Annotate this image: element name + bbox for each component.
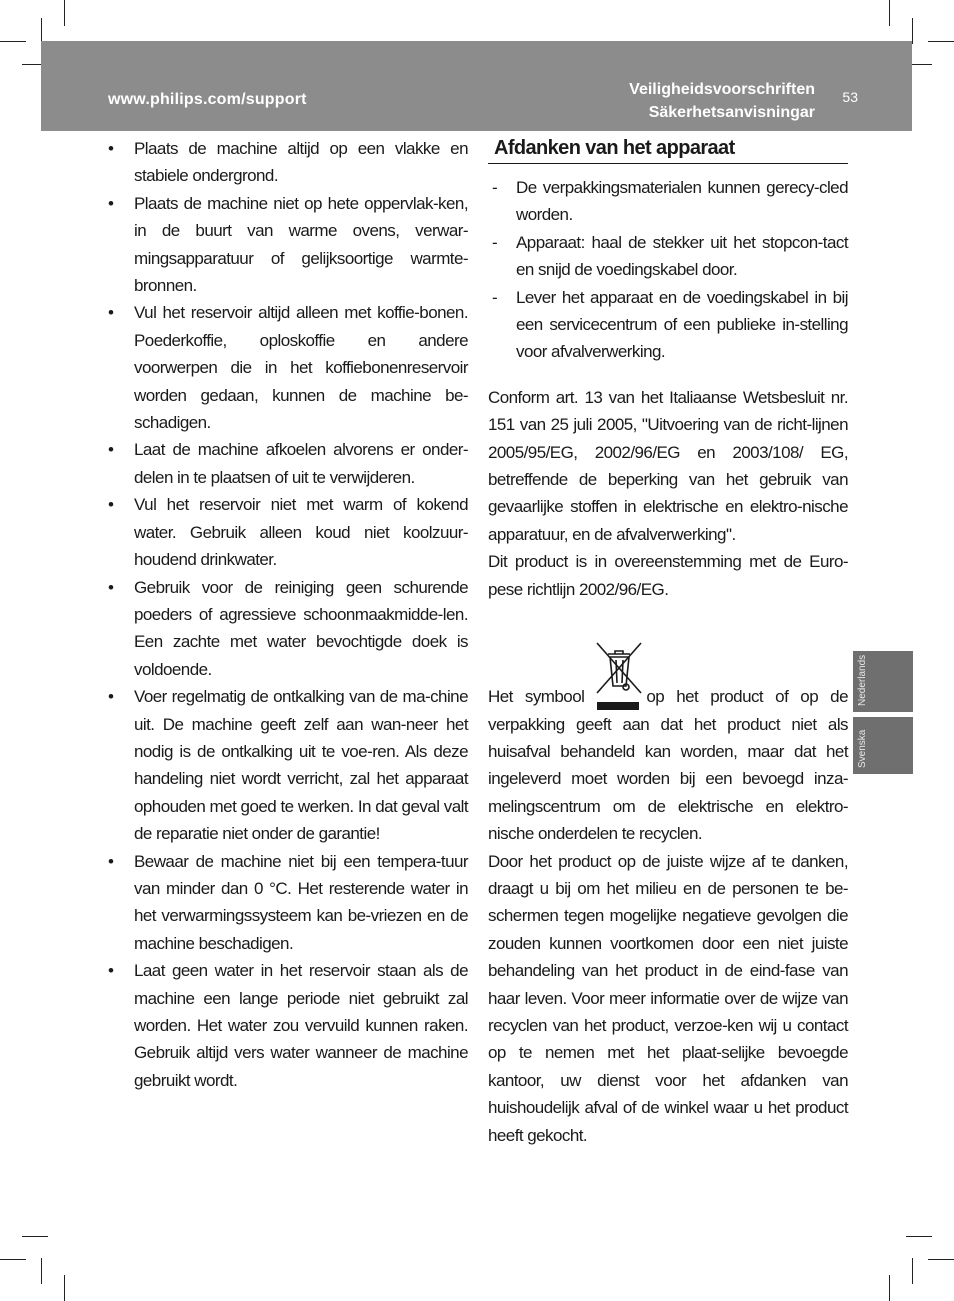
support-url[interactable]: www.philips.com/support: [108, 91, 307, 108]
symbol-text-before: Het symbool: [488, 687, 585, 707]
directive-paragraph: Dit product is in overeenstemming met de Euro-pese richtlijn 2002/96/EG.: [488, 552, 848, 599]
crop-mark: [22, 1236, 48, 1237]
crop-mark: [912, 18, 913, 44]
crop-mark: [41, 1258, 42, 1284]
list-item: • Laat de machine afkoelen alvorens er onder-delen in te plaatsen of uit te verwijderen.: [108, 436, 468, 491]
crop-mark: [64, 0, 65, 26]
safety-list: [108, 135, 468, 1094]
symbol-paragraph: [488, 683, 848, 847]
tab-svenska[interactable]: [853, 717, 913, 774]
crop-mark: [912, 1258, 913, 1284]
crop-mark: [64, 1275, 65, 1301]
final-paragraph: Door het product op de juiste wijze af te danken, draagt u bij om het milieu en de personen te be-schermen tegen mogelijke negatieve gevolgen die zouden kunnen voortkomen door een niet juiste behandeling van het product in de eind-fase van haar leven. Voor meer informatie over de wijze van recyclen van het product, verzoe-ken wij u contact op te nemen met het plaat-selijke bevoegde kantoor, uw dienst voor het afdanken van huishoudelijk afval of de winkel waar u het product heeft gekocht.: [488, 851, 848, 1145]
conform-paragraph: Conform art. 13 van het Italiaanse Wetsbesluit nr. 151 van 25 juli 2005, "Uitvoering van de richt-lijnen 2005/95/EG, 2002/96/EG en 2003/108/ EG, betreffende de beperking van het gebruik van gevaarlijke stoffen in elektrische en elektro-nische apparatuur, en de afvalverwerking".: [488, 387, 848, 544]
symbol-text-after: op het product of op de verpakking geeft aan dat het product niet als huisafval behandeld kan worden, maar dat het ingeleverd moet worden bij een bevoegd inza-melingscentrum om de elektrische en elektro-nische onderdelen te recyclen.: [488, 687, 848, 844]
list-item: • Gebruik voor de reiniging geen schurende poeders of agressieve schoonmaakmidde-len. Een zachte met water bevochtigde doek is voldoende.: [108, 574, 468, 684]
list-item: • Plaats de machine niet op hete oppervlak-ken, in de buurt van warme ovens, verwar-mingsapparatuur of gelijksoortige warmte-bronnen.: [108, 190, 468, 300]
crop-mark: [889, 0, 890, 26]
disposal-column: [488, 135, 848, 1149]
title-swedish: Säkerhetsanvisningar: [648, 104, 815, 121]
list-item: - De verpakkingsmaterialen kunnen gerecy-cled worden.: [488, 174, 848, 229]
section-titles: [629, 78, 815, 124]
tab-nederlands[interactable]: [853, 651, 913, 712]
tab-nederlands-label: Nederlands: [857, 654, 868, 706]
crop-mark: [0, 1259, 26, 1260]
page-header: [41, 41, 912, 131]
list-item: • Bewaar de machine niet bij een tempera-tuur van minder dan 0 °C. Het resterende water in het verwarmingssysteem kan be-vriezen en de machine beschadigen.: [108, 848, 468, 958]
list-item: - Lever het apparaat en de voedingskabel in bij een servicecentrum of een publieke in-stelling voor afvalverwerking.: [488, 284, 848, 366]
crop-mark: [928, 1259, 954, 1260]
crop-mark: [928, 41, 954, 42]
list-item: • Vul het reservoir niet met warm of kokend water. Gebruik alleen koud niet koolzuur-houdend drinkwater.: [108, 491, 468, 573]
list-item: • Voer regelmatig de ontkalking van de ma-chine uit. De machine geeft zelf aan wan-neer het nodig is de ontkalking uit te voe-ren. Als deze handeling niet wordt verricht, zal het apparaat ophouden met goed te werken. In dat geval valt de reparatie niet onder de garantie!: [108, 683, 468, 847]
tab-svenska-label: Svenska: [857, 729, 868, 768]
weee-underline-bar: [597, 702, 639, 710]
section-heading: Afdanken van het apparaat: [488, 135, 848, 164]
safety-instructions-column: [108, 135, 468, 1094]
crop-mark: [0, 41, 26, 42]
crossed-out-wheelie-bin-icon: [595, 640, 643, 696]
crop-mark: [906, 1236, 932, 1237]
list-item: • Plaats de machine altijd op een vlakke en stabiele ondergrond.: [108, 135, 468, 190]
crop-mark: [889, 1275, 890, 1301]
title-dutch: Veiligheidsvoorschriften: [629, 81, 815, 98]
disposal-list: [488, 174, 848, 366]
list-item: • Laat geen water in het reservoir staan als de machine een lange periode niet gebruikt zal worden. Het water zou vervuild kunnen raken. Gebruik altijd vers water wanneer de machine gebruikt wordt.: [108, 957, 468, 1094]
list-item: - Apparaat: haal de stekker uit het stopcon-tact en snijd de voedingskabel door.: [488, 229, 848, 284]
page-number: 53: [842, 89, 858, 105]
list-item: • Vul het reservoir altijd alleen met koffie-bonen. Poederkoffie, oploskoffie en andere voorwerpen die in het koffiebonenreservoir worden gedaan, kunnen de machine be-schadigen.: [108, 299, 468, 436]
